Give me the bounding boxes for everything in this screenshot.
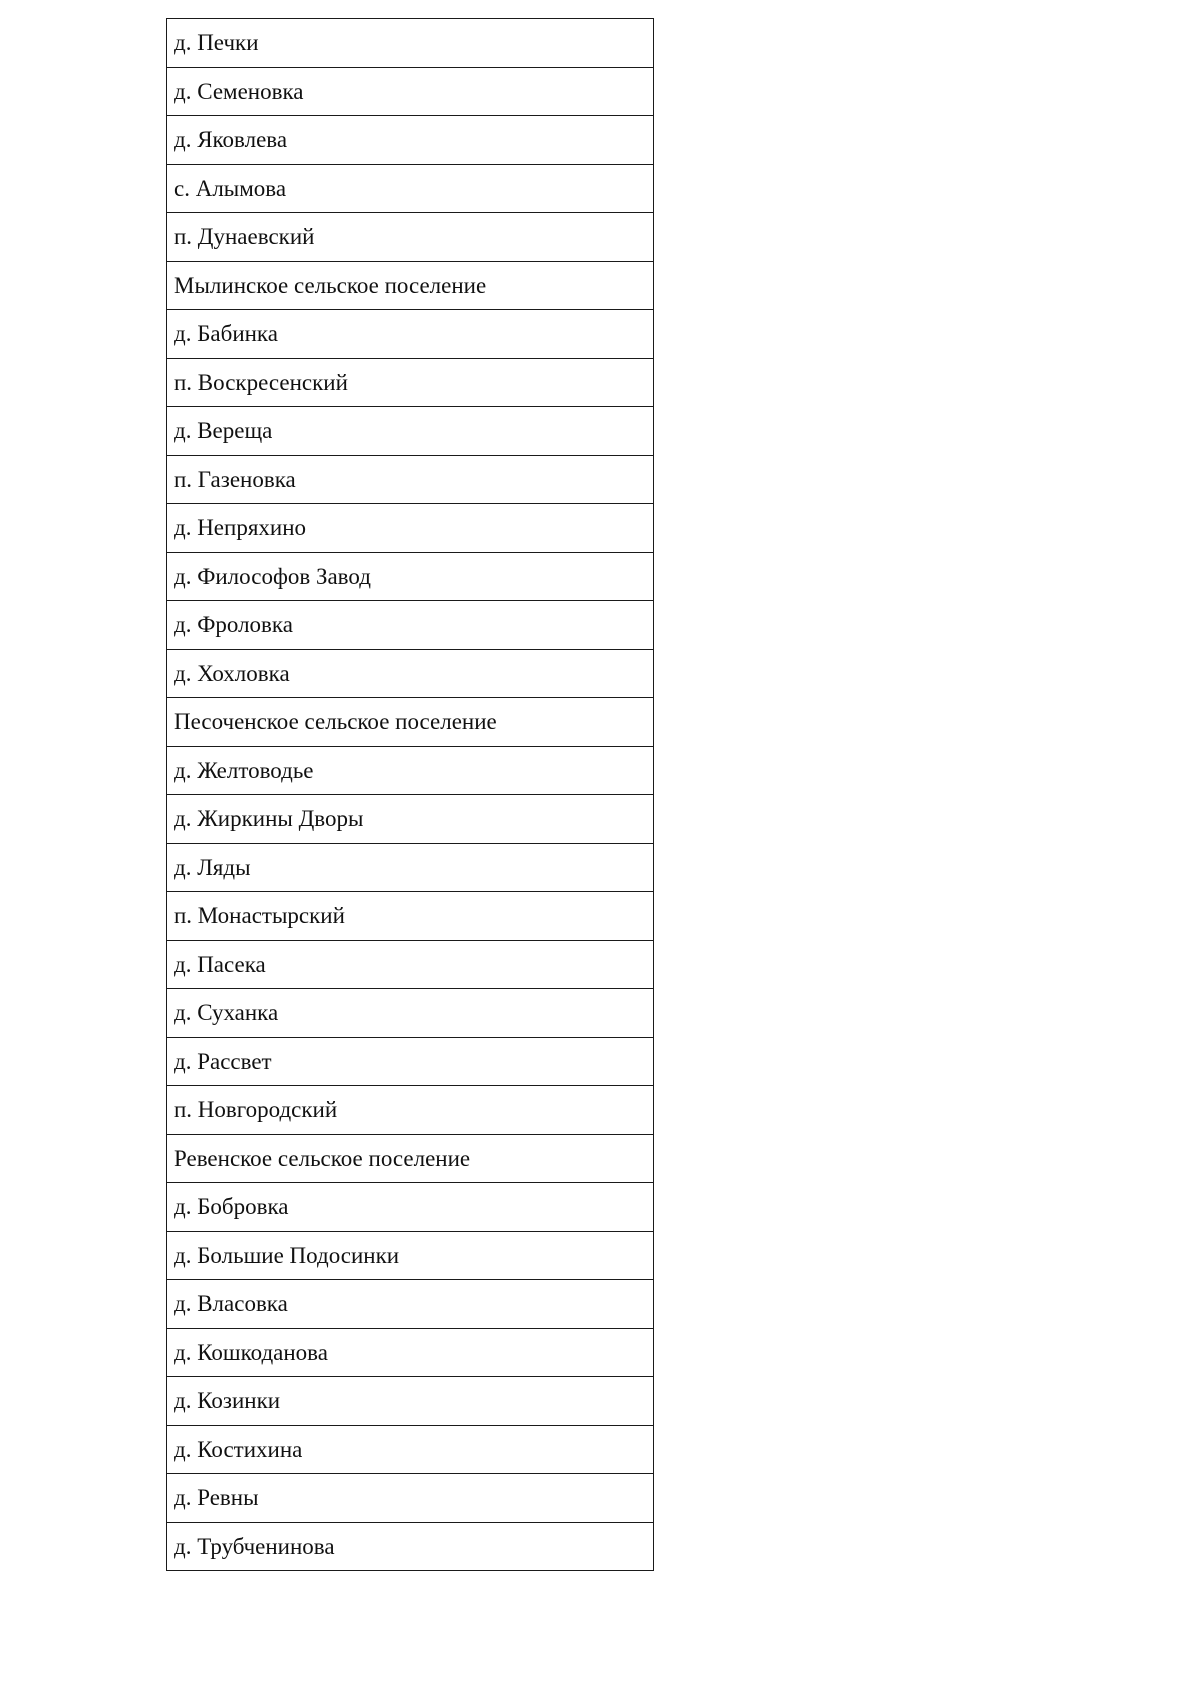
table-cell: д. Ревны — [167, 1474, 654, 1523]
table-cell: д. Хохловка — [167, 649, 654, 698]
table-cell: д. Семеновка — [167, 67, 654, 116]
table-cell: д. Бабинка — [167, 310, 654, 359]
table-row — [167, 1280, 654, 1329]
table-row — [167, 1231, 654, 1280]
table-row — [167, 795, 654, 844]
table-row — [167, 1474, 654, 1523]
table-cell: д. Жиркины Дворы — [167, 795, 654, 844]
table-row — [167, 164, 654, 213]
table-row — [167, 1425, 654, 1474]
table-cell: д. Желтоводье — [167, 746, 654, 795]
table-cell: Мылинское сельское поселение — [167, 261, 654, 310]
table-cell: д. Власовка — [167, 1280, 654, 1329]
settlements-table — [166, 18, 654, 1571]
table-cell: д. Кошкоданова — [167, 1328, 654, 1377]
table-cell: д. Пасека — [167, 940, 654, 989]
table-row — [167, 213, 654, 262]
table-cell: д. Фроловка — [167, 601, 654, 650]
table-cell: Ревенское сельское поселение — [167, 1134, 654, 1183]
table-cell: д. Печки — [167, 19, 654, 68]
table-row — [167, 455, 654, 504]
table-cell: п. Дунаевский — [167, 213, 654, 262]
table-cell: д. Трубченинова — [167, 1522, 654, 1571]
table-row — [167, 649, 654, 698]
table-row — [167, 746, 654, 795]
table-cell: д. Большие Подосинки — [167, 1231, 654, 1280]
table-cell: д. Козинки — [167, 1377, 654, 1426]
table-cell: д. Философов Завод — [167, 552, 654, 601]
table-row — [167, 1328, 654, 1377]
table-row — [167, 261, 654, 310]
table-cell: п. Газеновка — [167, 455, 654, 504]
table-row — [167, 358, 654, 407]
table-row — [167, 892, 654, 941]
table-row — [167, 67, 654, 116]
table-cell: п. Монастырский — [167, 892, 654, 941]
settlements-table-body — [167, 19, 654, 1571]
table-row — [167, 698, 654, 747]
table-row — [167, 1183, 654, 1232]
table-cell: с. Алымова — [167, 164, 654, 213]
table-cell: д. Суханка — [167, 989, 654, 1038]
table-row — [167, 1377, 654, 1426]
table-cell: Песоченское сельское поселение — [167, 698, 654, 747]
table-row — [167, 1037, 654, 1086]
table-row — [167, 116, 654, 165]
table-cell: д. Ляды — [167, 843, 654, 892]
table-row — [167, 1522, 654, 1571]
table-row — [167, 989, 654, 1038]
table-cell: д. Непряхино — [167, 504, 654, 553]
table-row — [167, 601, 654, 650]
table-row — [167, 310, 654, 359]
table-row — [167, 552, 654, 601]
table-row — [167, 407, 654, 456]
table-row — [167, 19, 654, 68]
table-cell: д. Вереща — [167, 407, 654, 456]
table-cell: п. Воскресенский — [167, 358, 654, 407]
table-row — [167, 1086, 654, 1135]
table-cell: п. Новгородский — [167, 1086, 654, 1135]
table-row — [167, 1134, 654, 1183]
table-row — [167, 843, 654, 892]
table-cell: д. Бобровка — [167, 1183, 654, 1232]
table-cell: д. Рассвет — [167, 1037, 654, 1086]
table-row — [167, 504, 654, 553]
table-row — [167, 940, 654, 989]
table-cell: д. Яковлева — [167, 116, 654, 165]
table-cell: д. Костихина — [167, 1425, 654, 1474]
